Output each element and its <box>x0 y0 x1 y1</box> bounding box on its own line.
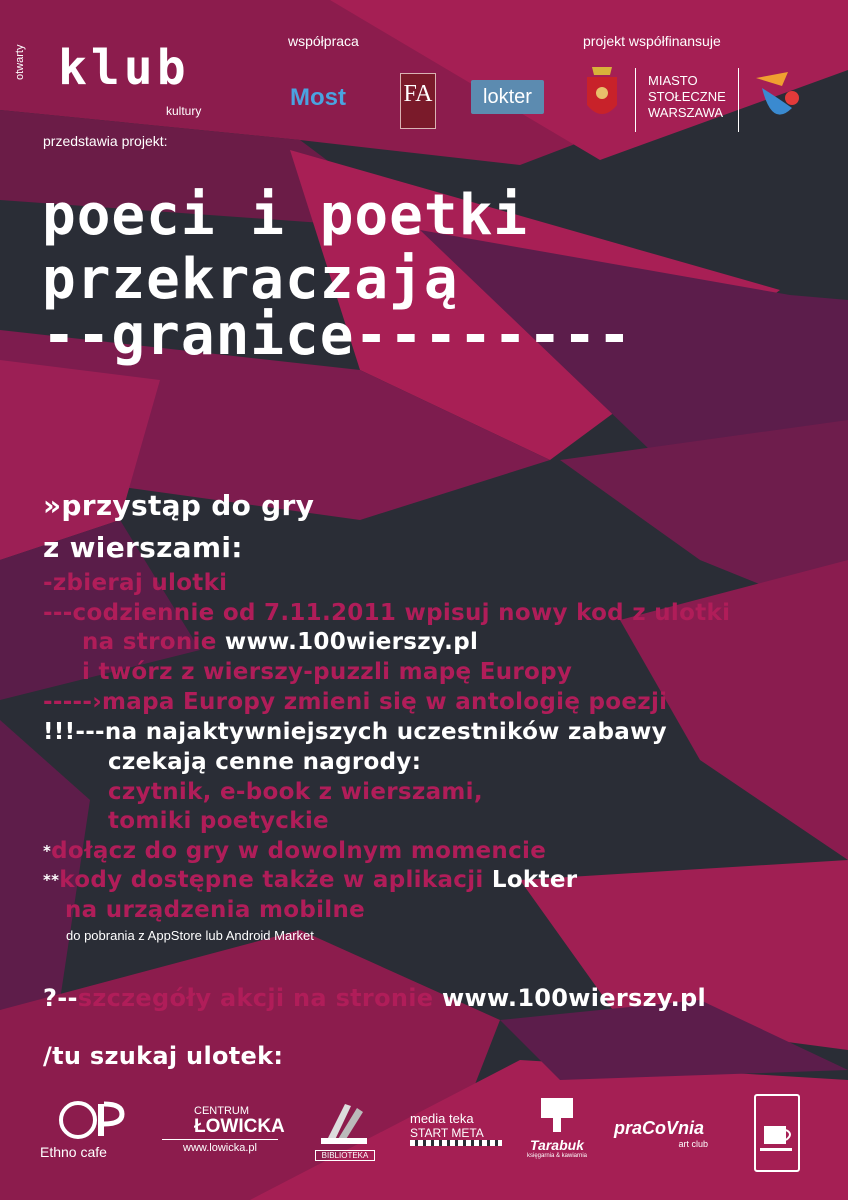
instruction-1: -zbieraj ulotki <box>43 570 228 596</box>
details-link[interactable]: www.100wierszy.pl <box>442 984 707 1012</box>
centrum-divider <box>162 1139 278 1140</box>
prizes-line-1: czytnik, e-book z wierszami, <box>108 779 483 805</box>
website-link[interactable]: www.100wierszy.pl <box>224 629 479 655</box>
ethno-cafe-logo[interactable] <box>40 1100 130 1164</box>
city-line: STOŁECZNE <box>648 89 726 104</box>
prizes-line-2: tomiki poetyckie <box>108 808 329 834</box>
instruction-4: i twórz z wierszy-puzzli mapę Europy <box>82 659 573 685</box>
centrum-lowicka-logo[interactable] <box>162 1105 285 1159</box>
instruction-3-text: na stronie <box>82 629 225 655</box>
download-note: do pobrania z AppStore lub Android Market <box>66 928 314 943</box>
pracovnia-logo[interactable] <box>614 1118 718 1158</box>
tarabuk-text: Tarabuk <box>530 1137 584 1153</box>
instruction-6: !!!---na najaktywniejszych uczestników zabawy <box>43 719 667 745</box>
presents-label: przedstawia projekt: <box>43 133 168 149</box>
start-text: START <box>410 1126 449 1140</box>
asterisk: * <box>43 842 52 860</box>
most-logo[interactable]: Most <box>290 84 346 111</box>
lokter-app-name: Lokter <box>491 867 578 893</box>
instruction-7: czekają cenne nagrody: <box>108 749 422 775</box>
title-line-1: poeci i poetki <box>42 183 529 248</box>
campaign-logo-icon <box>752 68 808 128</box>
org-small-top: otwarty <box>14 44 26 80</box>
heading-line-1: »przystąp do gry <box>43 489 315 522</box>
lokter-logo-text: lokter <box>483 86 532 108</box>
title-line-2: przekraczają <box>42 247 459 312</box>
details-text: szczegóły akcji na stronie <box>77 984 443 1012</box>
instruction-3 <box>82 628 478 657</box>
mediateka-part: media <box>410 1111 446 1126</box>
biblioteka-text: BIBLIOTEKA <box>315 1150 375 1161</box>
cofinance-label: projekt współfinansuje <box>583 33 721 49</box>
coffee-cup-icon <box>756 1096 798 1166</box>
title-line-3: --granice-------- <box>42 303 633 368</box>
warsaw-crest-icon <box>584 65 620 123</box>
instruction-10-text: dołącz do gry w dowolnym momencie <box>51 838 547 864</box>
tarabuk-sub: księgarnia & kawiarnia <box>526 1153 588 1159</box>
instruction-10 <box>43 837 546 866</box>
pracovnia-sub: art club <box>678 1139 708 1149</box>
biblioteka-logo[interactable] <box>315 1098 375 1170</box>
asterisk: ** <box>43 871 60 889</box>
details-prefix: ?-- <box>43 984 78 1012</box>
centrum-top: CENTRUM <box>194 1105 249 1117</box>
mediateka-logo[interactable] <box>410 1112 502 1152</box>
instruction-2: ---codziennie od 7.11.2011 wpisuj nowy kod z ulotki <box>43 600 731 626</box>
tree-icon <box>537 1096 577 1134</box>
divider <box>635 68 636 132</box>
org-logo[interactable]: klub <box>58 40 190 96</box>
org-small-bottom: kultury <box>166 104 202 118</box>
divider <box>738 68 739 132</box>
ethno-cafe-text: Ethno cafe <box>40 1144 107 1160</box>
film-strip <box>410 1140 502 1146</box>
start-meta <box>410 1126 502 1140</box>
meta-text: META <box>451 1126 484 1140</box>
bookshop-logo[interactable] <box>754 1094 800 1172</box>
mediateka-title <box>410 1112 502 1126</box>
pracovnia-text: praCoVnia <box>614 1118 705 1138</box>
instruction-12: na urządzenia mobilne <box>65 897 366 923</box>
instruction-11-text: kody dostępne także w aplikacji <box>59 867 492 893</box>
mediateka-part: teka <box>449 1111 474 1126</box>
ethno-cafe-icon <box>40 1100 130 1140</box>
search-heading: /tu szukaj ulotek: <box>43 1042 284 1070</box>
city-line: WARSZAWA <box>648 105 724 120</box>
fa-logo[interactable] <box>400 73 436 129</box>
city-line: MIASTO <box>648 73 698 88</box>
heading-line-2: z wierszami: <box>43 531 243 564</box>
instruction-5: -----›mapa Europy zmieni się w antologię poezji <box>43 689 668 715</box>
cooperation-label: współpraca <box>288 33 359 49</box>
centrum-main: ŁOWICKA <box>194 1116 285 1137</box>
fa-logo-text: FA <box>403 81 433 107</box>
lokter-logo[interactable] <box>471 80 544 114</box>
instruction-11 <box>43 866 577 895</box>
city-name <box>648 73 726 121</box>
details-line <box>43 984 706 1013</box>
centrum-url: www.lowicka.pl <box>183 1142 257 1154</box>
tarabuk-logo[interactable] <box>524 1096 590 1170</box>
book-stack-icon <box>315 1098 375 1146</box>
